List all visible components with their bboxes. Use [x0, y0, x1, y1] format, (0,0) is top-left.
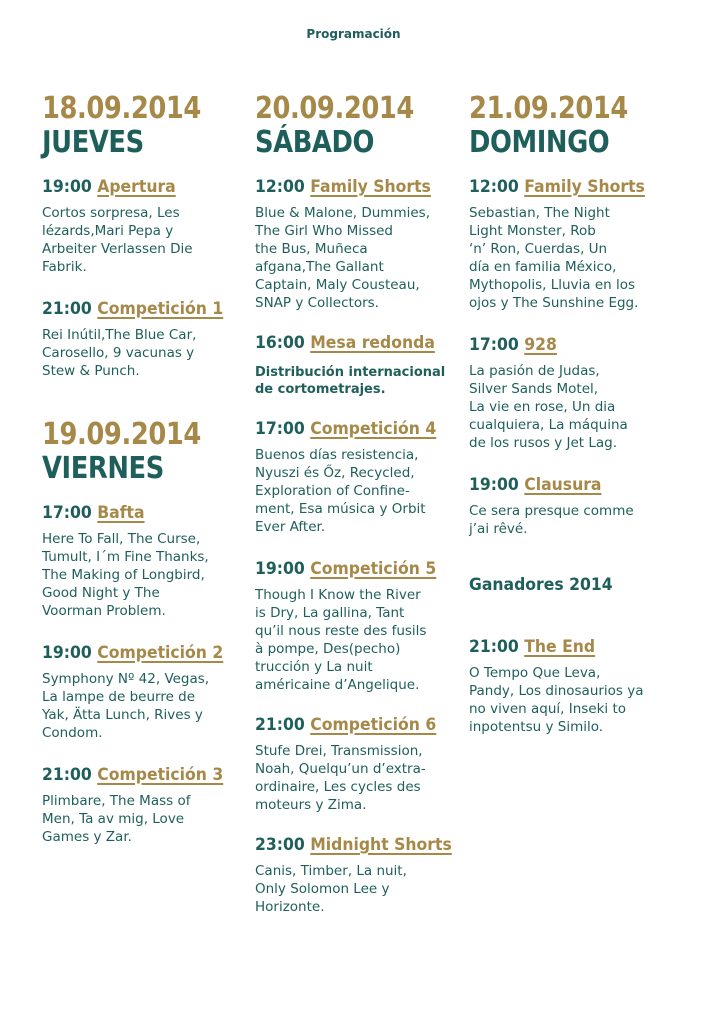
event-description: Here To Fall, The Curse, Tumult, I´m Fine Thanks, The Making of Longbird, Good Night y The Voorman Problem. — [42, 531, 209, 619]
day-name: SÁBADO — [255, 125, 374, 160]
event-928 — [469, 334, 669, 452]
event-description: Cortos sorpresa, Les lézards,Mari Pepa y Arbeiter Verlassen Die Fabrik. — [42, 205, 193, 275]
day-block-19 — [42, 418, 242, 486]
page-header: Programación — [306, 27, 401, 41]
event-title-link[interactable]: Family Shorts — [524, 177, 645, 197]
event-description: La pasión de Judas, Silver Sands Motel, La vie en rose, Un dia cualquiera, La máquina de los rusos y Jet Lag. — [469, 363, 628, 451]
event-description: Sebastian, The Night Light Monster, Rob ‘n’ Ron, Cuerdas, Un día en familia México, Mythopolis, Lluvia en los ojos y The Sunshine Egg. — [469, 205, 639, 311]
event-bafta — [42, 502, 242, 620]
event-description: Symphony Nº 42, Vegas, La lampe de beurre de Yak, Ätta Lunch, Rives y Condom. — [42, 671, 210, 741]
event-time: 19:00 — [42, 643, 92, 663]
day-block-21 — [469, 92, 669, 160]
event-family-shorts-sun — [469, 176, 669, 312]
event-time: 21:00 — [42, 765, 92, 785]
event-time: 19:00 — [255, 559, 305, 579]
event-title-link[interactable]: Mesa redonda — [310, 333, 435, 353]
event-description: Rei Inútil,The Blue Car, Carosello, 9 vacunas y Stew & Punch. — [42, 327, 197, 379]
event-ganadores — [469, 574, 669, 596]
event-title-link[interactable]: Competición 3 — [97, 765, 224, 785]
event-midnight-shorts — [255, 834, 460, 916]
event-description: Canis, Timber, La nuit, Only Solomon Lee y Horizonte. — [255, 863, 407, 915]
event-title-link[interactable]: Family Shorts — [310, 177, 431, 197]
event-title-link[interactable]: Midnight Shorts — [310, 835, 452, 855]
event-mesa-redonda — [255, 332, 460, 398]
event-title-link[interactable]: Bafta — [97, 503, 145, 523]
event-time: 17:00 — [42, 503, 92, 523]
event-time: 21:00 — [42, 299, 92, 319]
event-description: Stufe Drei, Transmission, Noah, Quelqu’un d’extra- ordinaire, Les cycles des moteurs y Zima. — [255, 743, 426, 813]
event-time: 17:00 — [255, 419, 305, 439]
day-date: 18.09.2014 — [42, 91, 201, 126]
event-time: 23:00 — [255, 835, 305, 855]
event-description: Plimbare, The Mass of Men, Ta av mig, Love Games y Zar. — [42, 793, 191, 845]
event-title-link[interactable]: Competición 6 — [310, 715, 437, 735]
day-block-20 — [255, 92, 460, 160]
event-time: 12:00 — [469, 177, 519, 197]
column-sunday — [469, 92, 669, 736]
ganadores-heading: Ganadores 2014 — [469, 575, 613, 595]
event-time: 19:00 — [42, 177, 92, 197]
day-block-18 — [42, 92, 242, 160]
event-time: 17:00 — [469, 335, 519, 355]
event-description: Buenos días resistencia, Nyuszi és Őz, Recycled, Exploration of Confine- ment, Esa música y Orbit Ever After. — [255, 447, 426, 535]
event-competicion-6 — [255, 714, 460, 814]
event-time: 19:00 — [469, 475, 519, 495]
event-title-link[interactable]: Competición 1 — [97, 299, 224, 319]
event-time: 21:00 — [469, 637, 519, 657]
event-the-end — [469, 636, 669, 736]
day-date: 20.09.2014 — [255, 91, 414, 126]
event-competicion-4 — [255, 418, 460, 536]
event-title-link[interactable]: 928 — [524, 335, 557, 355]
column-thursday-friday — [42, 92, 242, 846]
event-title-link[interactable]: Clausura — [524, 475, 602, 495]
event-description: Blue & Malone, Dummies, The Girl Who Missed the Bus, Muñeca afgana,The Gallant Captain, Maly Cousteau, SNAP y Collectors. — [255, 205, 430, 311]
event-competicion-5 — [255, 558, 460, 694]
event-description: Ce sera presque comme j’ai rêvé. — [469, 503, 634, 537]
event-competicion-1 — [42, 298, 242, 380]
day-date: 21.09.2014 — [469, 91, 628, 126]
event-time: 16:00 — [255, 333, 305, 353]
event-title-link[interactable]: Competición 5 — [310, 559, 437, 579]
day-name: DOMINGO — [469, 125, 610, 160]
day-name: JUEVES — [42, 125, 144, 160]
event-time: 21:00 — [255, 715, 305, 735]
column-saturday — [255, 92, 460, 916]
event-description: Though I Know the River is Dry, La gallina, Tant qu’il nous reste des fusils à pompe, Des(pecho) trucción y La nuit américaine d’Angelique. — [255, 587, 427, 693]
event-time: 12:00 — [255, 177, 305, 197]
event-title-link[interactable]: Apertura — [97, 177, 176, 197]
event-competicion-2 — [42, 642, 242, 742]
event-title-link[interactable]: Competición 2 — [97, 643, 224, 663]
event-description: O Tempo Que Leva, Pandy, Los dinosaurios ya no viven aquí, Inseki to inpotentsu y Similo. — [469, 665, 644, 735]
event-clausura — [469, 474, 669, 538]
event-family-shorts-sat — [255, 176, 460, 312]
event-title-link[interactable]: The End — [524, 637, 596, 657]
event-apertura — [42, 176, 242, 276]
event-title-link[interactable]: Competición 4 — [310, 419, 437, 439]
day-name: VIERNES — [42, 451, 164, 486]
event-subtitle: Distribución internacional de cortometrajes. — [255, 365, 446, 397]
day-date: 19.09.2014 — [42, 417, 201, 452]
event-competicion-3 — [42, 764, 242, 846]
